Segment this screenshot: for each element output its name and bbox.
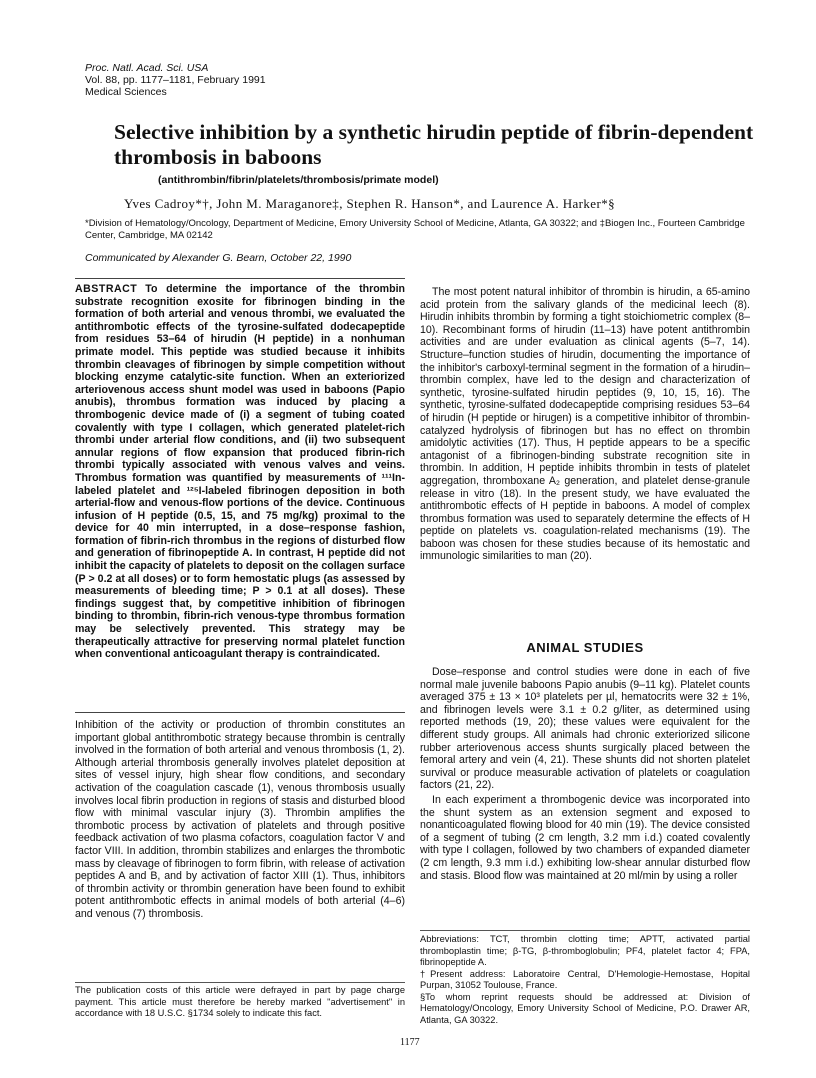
journal-section: Medical Sciences bbox=[85, 86, 167, 98]
abstract-bottom-rule bbox=[75, 712, 405, 713]
publication-cost-footnote: The publication costs of this article were defrayed in part by page charge payment. This article must therefore be hereby marked "advertisement" in accordance with 18 U.S.C. §1734 solely to indicate this fact. bbox=[75, 985, 405, 1018]
article-keywords: (antithrombin/fibrin/platelets/thrombosis/primate model) bbox=[158, 174, 439, 186]
animal-studies-paragraph-1: Dose–response and control studies were done in each of five normal male juvenile baboons Papio anubis (9–11 kg). Platelet counts averaged 375 ± 13 × 10³ platelets per µl, hematocrits were 32 ± 1%, and fibrinogen levels were 3.1 ± 0.2 g/liter, as determined using reported methods (19, 20); these values were equivalent for the different study groups. All animals had chronic exteriorized silicone rubber arteriovenous access shunts surgically placed between the femoral artery and vein (4, 21). These shunts did not shorten platelet survival or produce measurable activation of platelets or coagulation factors (21, 22). bbox=[420, 666, 750, 792]
animal-studies-body bbox=[420, 666, 750, 882]
article-authors: Yves Cadroy*†, John M. Maraganore‡, Stephen R. Hanson*, and Laurence A. Harker*§ bbox=[124, 196, 615, 211]
journal-header bbox=[85, 62, 266, 98]
right-intro bbox=[420, 286, 750, 563]
abstract bbox=[75, 283, 405, 661]
abstract-label: ABSTRACT bbox=[75, 283, 138, 295]
article-title: Selective inhibition by a synthetic hirudin peptide of fibrin-dependent thrombosis in baboons bbox=[114, 120, 754, 169]
article-affiliations: *Division of Hematology/Oncology, Department of Medicine, Emory University School of Medicine, Atlanta, GA 30322; and ‡Biogen Inc., Fourteen Cambridge Center, Cambridge, MA 02142 bbox=[85, 218, 745, 241]
section-heading-animal-studies: ANIMAL STUDIES bbox=[526, 640, 644, 655]
journal-volume: Vol. 88, pp. 1177–1181, February 1991 bbox=[85, 74, 266, 86]
abbreviations-footnote: Abbreviations: TCT, thrombin clotting time; APTT, activated partial thromboplastin time; β-TG, β-thromboglobulin; PF4, platelet factor 4; FPA, fibrinopeptide A. bbox=[420, 934, 750, 967]
intro-paragraph-hirudin: The most potent natural inhibitor of thrombin is hirudin, a 65-amino acid protein from the salivary glands of the medicinal leech (8). Hirudin inhibits thrombin by forming a tight stoichiometric complex (8–10). Recombinant forms of hirudin (11–13) have potent antithrombin activities and are under evaluation as clinical agents (5–7, 14). Structure–function studies of hirudin, documenting the importance of the inhibitor's carboxyl-terminal segment in the formation of a hirudin–thrombin complex, have led to the design and characterization of synthetic, tyrosine-sulfated hirudin peptides (9, 10, 15, 16). The synthetic, tyrosine-sulfated dodecapeptide comprising residues 53–64 of hirudin (H peptide or hirugen) is a competitive inhibitor of thrombin-catalyzed hydrolysis of fibrinogen but has no effect on thrombin amidolytic activities (17). Thus, H peptide appears to be a specific antagonist of a fibrinogen-binding substrate recognition site in thrombin. In addition, H peptide inhibits thrombin in tests of platelet aggregation, thromboxane A₂ generation, and platelet dense-granule release in vitro (18). In the present study, we have evaluated the antithrombotic effects of H peptide in baboons. A model of complex thrombus formation was used to separately determine the effects of H peptide on platelets vs. coagulation-related mechanisms (19). The baboon was chosen for these studies because of its hemostatic and immunologic similarities to man (20). bbox=[420, 286, 750, 563]
left-footnote-rule bbox=[75, 982, 405, 983]
journal-name: Proc. Natl. Acad. Sci. USA bbox=[85, 62, 209, 74]
page-number: 1177 bbox=[400, 1037, 420, 1048]
reprint-footnote: §To whom reprint requests should be addressed at: Division of Hematology/Oncology, Emory University School of Medicine, P.O. Drawer AR, Atlanta, GA 30322. bbox=[420, 991, 750, 1025]
abstract-top-rule bbox=[75, 278, 405, 279]
communicated-by: Communicated by Alexander G. Bearn, October 22, 1990 bbox=[85, 252, 352, 264]
present-address-footnote: †Present address: Laboratoire Central, D'Hemologie-Hemostase, Hopital Purpan, 31052 Toulouse, France. bbox=[420, 968, 750, 990]
abstract-text: To determine the importance of the thrombin substrate recognition exosite for fibrinogen binding in the formation of both arterial and venous thrombi, we evaluated the antithrombotic effects of the tyrosine-sulfated dodecapeptide from residues 53–64 of hirudin (H peptide) in a nonhuman primate model. This peptide was studied because it inhibits thrombin cleavages of fibrinogen by simple competition without blocking enzyme catalytic-site function. When an exteriorized arteriovenous access shunt model was used in baboons (Papio anubis), thrombus formation was induced by placing a thrombogenic device made of (i) a segment of tubing coated covalently with type I collagen, which generated platelet-rich thrombi under arterial flow conditions, and (ii) two subsequent annular regions of flow expansion that produced fibrin-rich thrombi typically associated with venous valves and veins. Thrombus formation was quantified by measurements of ¹¹¹In-labeled platelet and ¹²⁵I-labeled fibrinogen deposition in both arterial-flow and venous-flow portions of the device. Continuous infusion of H peptide (0.5, 15, and 75 mg/kg) proximal to the device for 40 min interrupted, in a dose–response fashion, formation of fibrin-rich thrombus in the regions of disturbed flow and generation of fibrinopeptide A. In contrast, H peptide did not inhibit the capacity of platelets to deposit on the collagen surface (P > 0.2 at all doses) or to form hemostatic plugs (as assessed by measurements of bleeding time; P > 0.1 at all doses). These findings suggest that, by competitive inhibition of fibrinogen binding to thrombin, fibrin-rich venous-type thrombus formation may be selectively prevented. This strategy may be therapeutically attractive for preserving normal platelet function when conventional anticoagulant therapy is contraindicated. bbox=[75, 283, 405, 661]
animal-studies-paragraph-2: In each experiment a thrombogenic device was incorporated into the shunt system as an extension segment and exposed to nonanticoagulated flowing blood for 40 min (19). The device consisted of a segment of tubing (2 cm length, 3.2 mm i.d.) coated covalently with type I collagen, followed by two chambers of expanded diameter (2 cm length, 9.3 mm i.d.) exhibiting low-shear annular disturbed flow and stasis. Blood flow was maintained at 20 ml/min by using a roller bbox=[420, 793, 750, 882]
right-footnotes bbox=[420, 934, 750, 1026]
introduction-paragraph: Inhibition of the activity or production of thrombin constitutes an important global antithrombotic strategy because thrombin is centrally involved in the formation of both arterial and venous thrombosis (1, 2). Although arterial thrombosis generally involves platelet deposition at sites of vessel injury, high shear flow conditions, and secondary activation of the coagulation cascade (1), venous thrombosis usually involves local fibrin production in regions of stasis and disturbed blood flow with minimal vascular injury (3). Thrombin amplifies the thrombotic process by activation of platelets and through positive feedback activation of two plasma cofactors, coagulation factor V and factor VIII. In addition, thrombin stabilizes and enlarges the thrombotic mass by cleavage of fibrinogen to form fibrin, with release of activation peptides A and B, and by activation of factor XIII (1). Thus, inhibitors of thrombin activity or thrombin generation have been found to exhibit potent antithrombotic effects in animal models of both arterial (4–6) and venous (7) thrombosis. bbox=[75, 719, 405, 920]
right-footnote-rule bbox=[420, 930, 750, 931]
